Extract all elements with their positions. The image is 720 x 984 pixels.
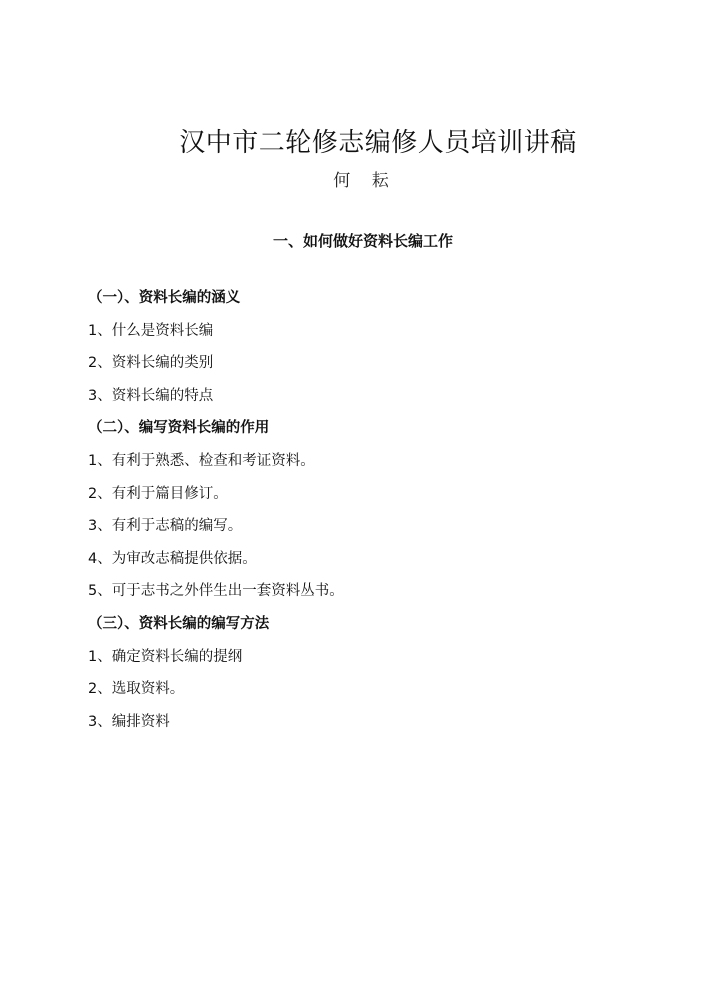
list-item: 2、资料长编的类别	[88, 355, 214, 372]
list-item: 2、选取资料。	[88, 681, 185, 698]
outline-list	[88, 282, 688, 738]
subsection-heading: （一）、资料长编的涵义	[88, 290, 241, 306]
list-item: 3、编排资料	[88, 713, 170, 730]
list-item: 3、资料长编的特点	[88, 387, 214, 404]
list-item: 1、确定资料长编的提纲	[88, 648, 243, 665]
list-item: 1、有利于熟悉、检查和考证资料。	[88, 452, 315, 469]
list-item: 2、有利于篇目修订。	[88, 485, 228, 502]
author-name: 何 耘	[333, 171, 397, 191]
list-item: 4、为审改志稿提供依据。	[88, 550, 257, 567]
subsection-heading: （二）、编写资料长编的作用	[88, 420, 270, 437]
list-item: 1、什么是资料长编	[88, 322, 214, 339]
section-heading: 一、如何做好资料长编工作	[272, 232, 453, 250]
list-item: 3、有利于志稿的编写。	[88, 518, 243, 535]
document-title: 汉中市二轮修志编修人员培训讲稿	[179, 128, 577, 158]
subsection-heading: （三）、资料长编的编写方法	[88, 615, 270, 632]
list-item: 5、可于志书之外伴生出一套资料丛书。	[88, 583, 344, 600]
